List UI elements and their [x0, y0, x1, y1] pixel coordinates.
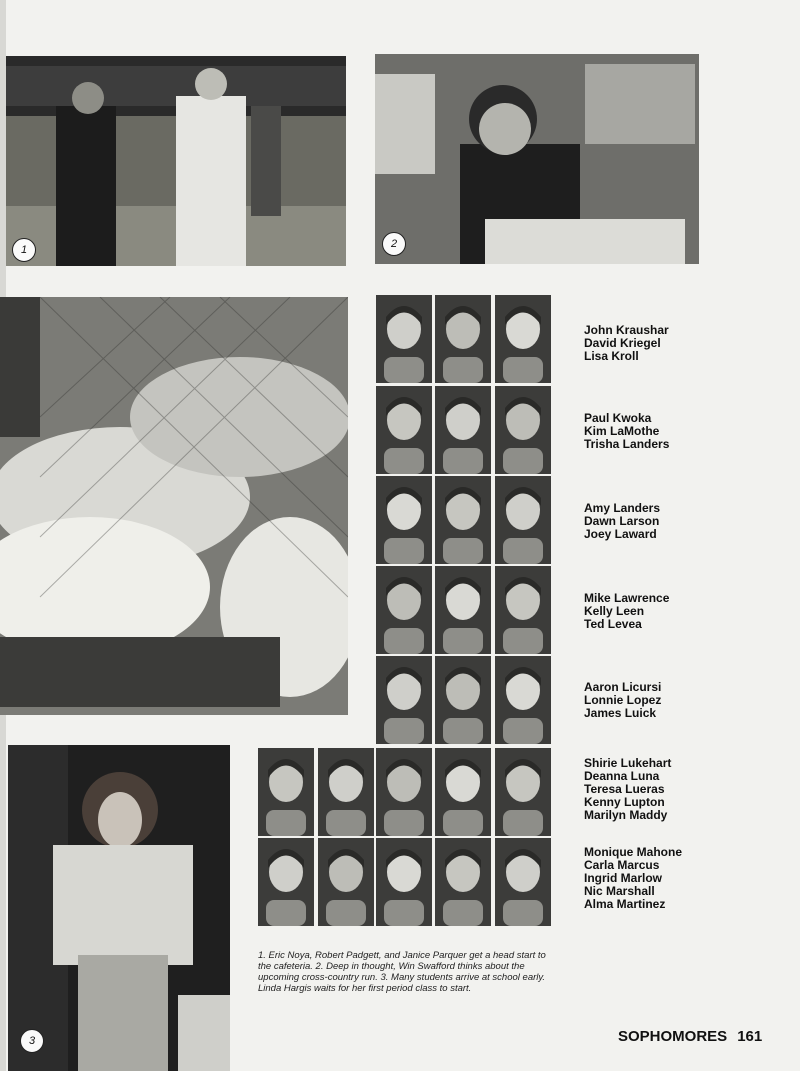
student-name: David Kriegel	[584, 336, 661, 350]
student-portrait	[258, 748, 314, 836]
student-name: Lisa Kroll	[584, 349, 639, 363]
photo-students-walking	[6, 56, 346, 266]
student-portrait	[318, 748, 374, 836]
name-group-2	[584, 412, 669, 451]
student-portrait	[495, 566, 551, 654]
student-portrait	[435, 386, 491, 474]
student-name: James Luick	[584, 706, 657, 720]
student-name: Alma Martinez	[584, 897, 666, 911]
student-name: Paul Kwoka	[584, 411, 652, 425]
student-name: Trisha Landers	[584, 437, 670, 451]
page-number: 161	[737, 1028, 763, 1045]
name-group-4	[584, 592, 669, 631]
student-name: Marilyn Maddy	[584, 808, 668, 822]
student-name: Lonnie Lopez	[584, 693, 662, 707]
student-name: Kim LaMothe	[584, 424, 660, 438]
student-portrait	[376, 476, 432, 564]
student-name: Dawn Larson	[584, 514, 660, 528]
photo-student-studying	[375, 54, 699, 264]
student-portrait	[435, 295, 491, 383]
student-portrait	[495, 838, 551, 926]
student-portrait	[376, 295, 432, 383]
student-name: Ted Levea	[584, 617, 642, 631]
student-name: Shirie Lukehart	[584, 756, 672, 770]
name-group-5	[584, 681, 661, 720]
student-portrait	[435, 838, 491, 926]
student-portrait	[435, 656, 491, 744]
student-name: Nic Marshall	[584, 884, 655, 898]
name-group-3	[584, 502, 660, 541]
student-portrait	[258, 838, 314, 926]
student-portrait	[318, 838, 374, 926]
student-portrait	[435, 566, 491, 654]
student-name: Aaron Licursi	[584, 680, 662, 694]
student-portrait	[376, 386, 432, 474]
photo-number-badge: 1	[12, 238, 36, 262]
photo-number-badge: 2	[382, 232, 406, 256]
student-name: Joey Laward	[584, 527, 657, 541]
student-name: Carla Marcus	[584, 858, 660, 872]
student-name: Monique Mahone	[584, 845, 682, 859]
name-group-6	[584, 757, 671, 822]
student-name: Teresa Lueras	[584, 782, 665, 796]
photo-pigs	[0, 297, 348, 715]
page-footer	[618, 1028, 762, 1045]
student-name: Ingrid Marlow	[584, 871, 662, 885]
student-portrait	[376, 656, 432, 744]
student-name: Kenny Lupton	[584, 795, 665, 809]
student-name: Deanna Luna	[584, 769, 660, 783]
student-portrait	[495, 656, 551, 744]
student-name: Amy Landers	[584, 501, 661, 515]
name-group-1	[584, 324, 669, 363]
student-portrait	[376, 748, 432, 836]
student-portrait	[495, 295, 551, 383]
student-portrait	[495, 386, 551, 474]
student-portrait	[435, 476, 491, 564]
name-group-7	[584, 846, 682, 911]
student-portrait	[495, 476, 551, 564]
photo-caption: 1. Eric Noya, Robert Padgett, and Janice Parquer get a head start to the cafeteria. 2. Deep in thought, Win Swafford thinks about the upcoming cross-country run. 3. Many students arrive at school early. Linda Hargis waits for her first period class to start.	[258, 950, 546, 994]
student-portrait	[376, 838, 432, 926]
student-name: Kelly Leen	[584, 604, 645, 618]
student-portrait	[435, 748, 491, 836]
student-name: John Kraushar	[584, 323, 669, 337]
student-name: Mike Lawrence	[584, 591, 670, 605]
section-title: SOPHOMORES	[618, 1028, 728, 1045]
photo-student-portrait	[8, 745, 230, 1071]
photo-number-badge: 3	[20, 1029, 44, 1053]
student-portrait	[376, 566, 432, 654]
student-portrait	[495, 748, 551, 836]
